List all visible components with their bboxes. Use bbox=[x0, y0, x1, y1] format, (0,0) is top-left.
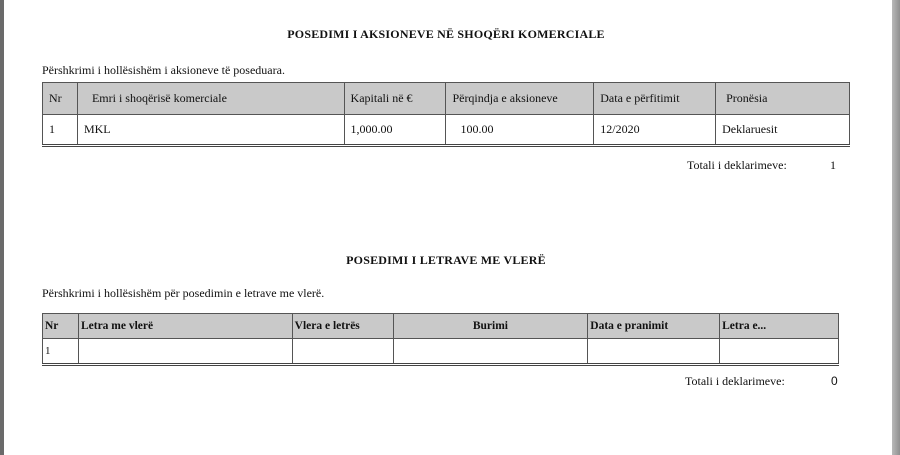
table-header-row bbox=[43, 83, 850, 115]
total-label-shares: Totali i deklarimeve: bbox=[687, 158, 787, 172]
cell-acquisition-date: 12/2020 bbox=[594, 115, 716, 146]
viewer-scrollbar[interactable] bbox=[892, 0, 900, 455]
table-row bbox=[43, 339, 839, 365]
cell-nr: 1 bbox=[43, 115, 78, 146]
col-header-company-name: Emri i shoqërisë komerciale bbox=[77, 83, 344, 115]
col-header-security-value: Vlera e letrës bbox=[292, 314, 393, 339]
col-header-source: Burimi bbox=[393, 314, 588, 339]
col-header-security-other: Letra e... bbox=[720, 314, 839, 339]
securities-table bbox=[42, 313, 839, 366]
cell-nr: 1 bbox=[43, 339, 79, 365]
col-header-ownership: Pronësia bbox=[716, 83, 850, 115]
col-header-security: Letra me vlerë bbox=[78, 314, 292, 339]
section-title-securities: POSEDIMI I LETRAVE ME VLERË bbox=[346, 253, 546, 267]
total-value-securities: 0 bbox=[831, 374, 838, 388]
table-header-row bbox=[43, 314, 839, 339]
cell-ownership: Deklaruesit bbox=[716, 115, 850, 146]
col-header-capital: Kapitali në € bbox=[344, 83, 446, 115]
col-header-receipt-date: Data e pranimit bbox=[588, 314, 720, 339]
cell-security-value bbox=[292, 339, 393, 365]
col-header-nr: Nr bbox=[43, 83, 78, 115]
total-value-shares: 1 bbox=[830, 158, 836, 172]
section-title-shares: POSEDIMI I AKSIONEVE NË SHOQËRI KOMERCIALE bbox=[287, 27, 605, 41]
cell-source bbox=[393, 339, 588, 365]
cell-company-name: MKL bbox=[77, 115, 344, 146]
section-description-shares: Përshkrimi i hollësishëm i aksioneve të poseduara. bbox=[42, 63, 285, 77]
shares-table bbox=[42, 82, 850, 147]
cell-security bbox=[78, 339, 292, 365]
col-header-acquisition-date: Data e përfitimit bbox=[594, 83, 716, 115]
col-header-share-percentage: Përqindja e aksioneve bbox=[446, 83, 594, 115]
cell-security-other bbox=[720, 339, 839, 365]
col-header-nr: Nr bbox=[43, 314, 79, 339]
table-row bbox=[43, 115, 850, 146]
cell-receipt-date bbox=[588, 339, 720, 365]
total-label-securities: Totali i deklarimeve: bbox=[685, 374, 785, 388]
cell-share-percentage: 100.00 bbox=[446, 115, 594, 146]
cell-capital: 1,000.00 bbox=[344, 115, 446, 146]
section-description-securities: Përshkrimi i hollësishëm për posedimin e letrave me vlerë. bbox=[42, 286, 325, 300]
